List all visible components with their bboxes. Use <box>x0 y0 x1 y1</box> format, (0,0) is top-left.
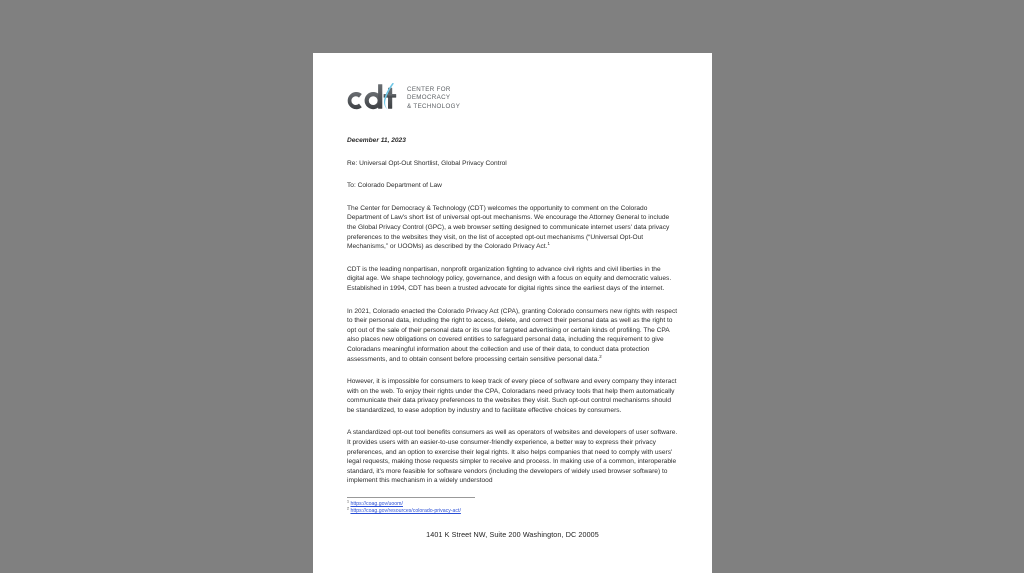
paragraph-2 <box>347 265 679 294</box>
logo-line-2: DEMOCRACY <box>407 94 451 102</box>
footnote-marker-1: 1 <box>547 240 550 246</box>
page-footer-address: 1401 K Street NW, Suite 200 Washington, DC 20005 <box>426 530 599 539</box>
paragraph-4 <box>347 377 679 415</box>
letter-body <box>347 136 679 499</box>
logo-line-3: & TECHNOLOGY <box>407 102 461 110</box>
footnote-separator-rule <box>347 497 475 498</box>
paragraph-5 <box>347 428 679 486</box>
paragraph-3-text: In 2021, Colorado enacted the Colorado Privacy Act (CPA), granting Colorado consumers new rights with respect to their personal data, including the right to access, delete, and correct their personal data as well as the right to opt out of the sale of their personal data or its use for targeted advertising or certain kinds of profiling. The CPA also places new obligations on covered entities to safeguard personal data, including the requirement to give Coloradans meaningful information about the collection and use of their data, to conduct data protection assessments, and to obtain consent before processing certain sensitive personal data. <box>347 307 678 363</box>
footnote-2-marker: 2 <box>347 506 349 511</box>
cdt-wordmark-icon <box>347 81 401 113</box>
page-content-area <box>347 53 679 573</box>
letter-date: December 11, 2023 <box>347 137 406 144</box>
footnote-marker-2: 2 <box>599 353 602 359</box>
letter-to-line: To: Colorado Department of Law <box>347 182 442 190</box>
logo-line-1: CENTER FOR <box>407 85 451 93</box>
cdt-logo-text <box>407 83 460 111</box>
paragraph-1-text: The Center for Democracy & Technology (CDT) welcomes the opportunity to comment on the Colorado Department of Law's short list of universal opt-out mechanisms. We encourage the Attorney General to include the Global Privacy Control (GPC), a web browser setting designed to communicate internet users' data privacy preferences to the websites they visit, on the list of accepted opt-out mechanisms (“Universal Opt-Out Mechanisms,” or UOOMs) as described by the Colorado Privacy Act. <box>347 204 670 251</box>
paragraph-1 <box>347 204 679 252</box>
footnote-1-link[interactable]: https://coag.gov/uoom/ <box>350 501 403 507</box>
cdt-logo <box>347 81 460 113</box>
document-page <box>313 53 712 573</box>
paragraph-4-text: However, it is impossible for consumers to keep track of every piece of software and every company they interact with on the web. To enjoy their rights under the CPA, Coloradans need privacy tools that help them automatically communicate their data privacy preferences to the websites they visit. Such opt-out control mechanisms should be standardized, to ease adoption by industry and to facilitate effective choices by consumers. <box>347 378 677 414</box>
footnotes-section <box>347 497 679 516</box>
paragraph-2-text: CDT is the leading nonpartisan, nonprofit organization fighting to advance civil rights and civil liberties in the digital age. We shape technology policy, governance, and design with a focus on equity and democratic values. Established in 1994, CDT has been a trusted advocate for digital rights since the earliest days of the internet. <box>347 265 672 292</box>
letter-re-line: Re: Universal Opt-Out Shortlist, Global Privacy Control <box>347 159 507 167</box>
paragraph-3 <box>347 307 679 365</box>
paragraph-5-text: A standardized opt-out tool benefits consumers as well as operators of websites and developers of user software. It provides users with an easier-to-use consumer-friendly experience, a better way to express their privacy preferences, and an option to exercise their legal rights. It also helps companies that need to comply with users' legal requests, making those requests simpler to receive and process. In making use of a common, interoperable standard, it's more feasible for software vendors (including the developers of widely used browser software) to implement this mechanism in a widely understood <box>347 429 678 485</box>
footnote-item-2 <box>347 508 679 515</box>
footnote-1-marker: 1 <box>347 499 349 504</box>
footnote-2-link[interactable]: https://coag.gov/resources/colorado-privacy-act/ <box>350 508 461 515</box>
